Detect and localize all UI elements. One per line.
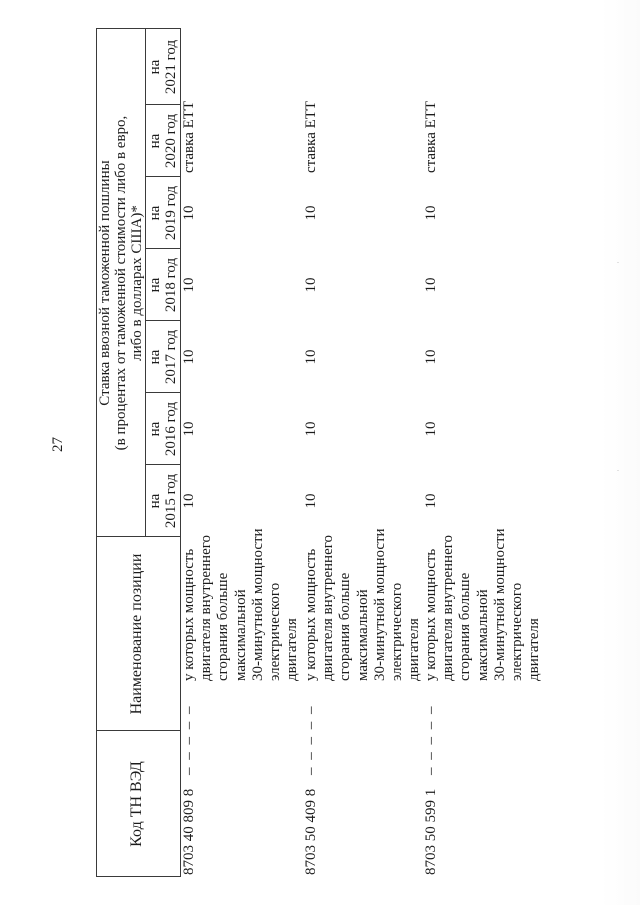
rate-value: 10	[303, 349, 319, 365]
year-header-2017: на 2017 год	[147, 329, 179, 385]
row-description: у которых мощность двигателя внутреннего сгорания больше максимальной 30-минутной мощности электрического двигателя	[423, 528, 543, 681]
header-rate-subtitle: (в процентах от таможенной стоимости либо в евро,	[113, 115, 129, 451]
rate-value: 10	[181, 205, 197, 221]
rate-value: 10	[423, 277, 439, 293]
rate-value: 10	[181, 349, 197, 365]
year-header-2018: на 2018 год	[147, 257, 179, 313]
row-dash: – – – – –	[181, 704, 197, 775]
rate-value: 10	[423, 421, 439, 437]
rate-value: 10	[303, 493, 319, 509]
rate-value: 10	[423, 493, 439, 509]
row-dash: – – – – –	[303, 704, 319, 775]
header-code: Код ТН ВЭД	[128, 761, 145, 847]
page-number: 27	[50, 437, 66, 452]
year-header-2016: на 2016 год	[147, 401, 179, 457]
row-description: у которых мощность двигателя внутреннего сгорания больше максимальной 30-минутной мощности электрического двигателя	[181, 528, 301, 681]
year-header-2015: на 2015 год	[147, 473, 179, 529]
row-description: у которых мощность двигателя внутреннего сгорания больше максимальной 30-минутной мощности электрического двигателя	[303, 528, 423, 681]
scan-edge	[601, 0, 640, 905]
rate-value: 10	[303, 421, 319, 437]
rate-value: 10	[303, 277, 319, 293]
rate-value: 10	[423, 205, 439, 221]
year-header-2020: на 2020 год	[147, 113, 179, 169]
rate-value: 10	[181, 493, 197, 509]
scan-speck	[617, 262, 619, 263]
rate-value: ставка ЕТТ	[423, 100, 439, 173]
row-code: 8703 50 409 8	[303, 788, 319, 875]
rate-value: 10	[181, 421, 197, 437]
years-top-border	[145, 29, 146, 537]
tariff-table	[91, 7, 606, 877]
header-rate-title: Ставка ввозной таможенной пошлины	[97, 160, 113, 406]
row-dash: – – – – –	[423, 704, 439, 775]
rate-value: 10	[181, 277, 197, 293]
scan-speck	[617, 470, 619, 471]
rate-value: ставка ЕТТ	[181, 100, 197, 173]
row-code: 8703 50 599 1	[423, 788, 439, 875]
header-rate-subtitle: либо в долларах США)*	[129, 205, 145, 361]
year-header-2021: на 2021 год	[147, 39, 179, 95]
row-code: 8703 40 809 8	[181, 788, 197, 875]
rate-value: ставка ЕТТ	[303, 100, 319, 173]
year-header-2019: на 2019 год	[147, 185, 179, 241]
header-name: Наименование позиции	[128, 553, 145, 715]
rate-value: 10	[303, 205, 319, 221]
rate-value: 10	[423, 349, 439, 365]
